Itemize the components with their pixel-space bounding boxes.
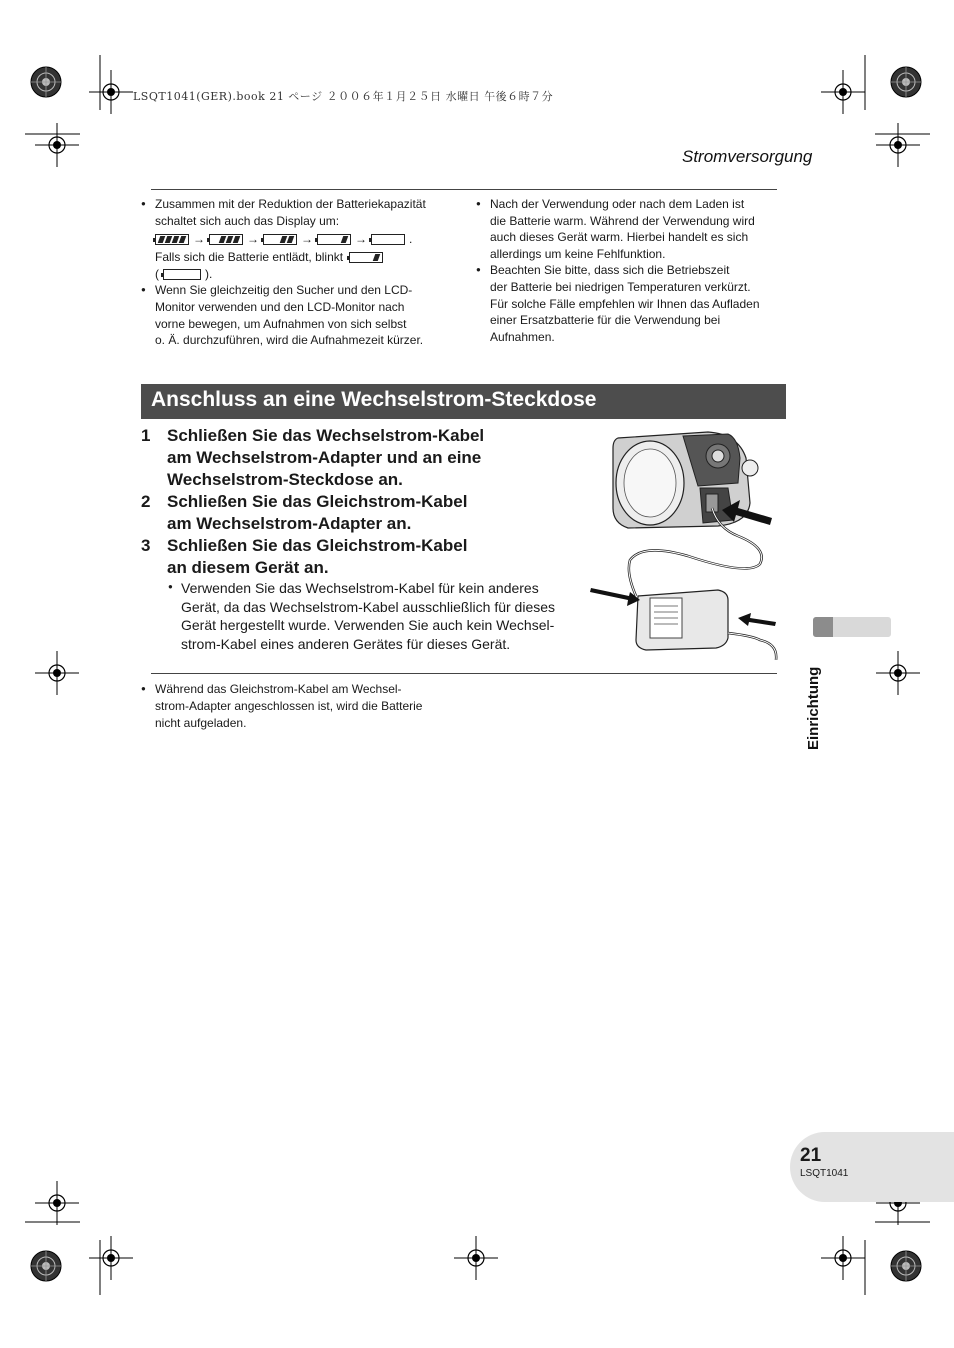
step-line: Wechselstrom-Steckdose an. [167, 470, 403, 489]
note-text: der Batterie bei niedrigen Temperaturen verkürzt. [490, 279, 751, 294]
chapter-tab [813, 617, 891, 637]
step-line: Schließen Sie das Gleichstrom-Kabel [167, 492, 468, 511]
section-heading-bar [141, 384, 786, 419]
note-text: strom-Kabel eines anderen Gerätes für dieses Gerät. [181, 636, 511, 653]
note-text: ● Nach der Verwendung oder nach dem Laden ist [490, 197, 745, 211]
chapter-tab-marker [813, 617, 833, 637]
note-text: Gerät, da das Wechselstrom-Kabel ausschließlich für dieses [181, 598, 556, 615]
sentence-end: . [409, 231, 413, 246]
camcorder-adapter-illustration [588, 428, 788, 660]
arrow-icon: → [247, 231, 259, 246]
step-text [167, 491, 527, 535]
bottom-note [141, 681, 475, 732]
notes-right [476, 196, 786, 345]
step-number: 1 [141, 426, 151, 445]
note-text: Falls sich die Batterie entlädt, blinkt [155, 250, 344, 265]
section-heading: Anschluss an eine Wechselstrom-Steckdose [151, 388, 597, 411]
note-text: ● Verwenden Sie das Wechselstrom-Kabel für kein anderes [181, 580, 539, 596]
note-text: Aufnahmen. [490, 329, 555, 344]
notes-left [141, 196, 461, 349]
battery-segment [233, 236, 241, 243]
step-line: Schließen Sie das Gleichstrom-Kabel [167, 536, 468, 555]
note-text: auch dieses Gerät warm. Hierbei handelt es sich [490, 230, 749, 245]
page-number-tab [790, 1132, 954, 1202]
section-title: Stromversorgung [682, 147, 813, 166]
note-text: ( [155, 266, 159, 281]
step-line: am Wechselstrom-Adapter und an eine [167, 448, 482, 467]
step-text [167, 535, 527, 579]
battery-segment [373, 254, 381, 261]
battery-segment [179, 236, 187, 243]
note-text: ). [205, 266, 213, 281]
note-text: Gerät hergestellt wurde. Verwenden Sie auch kein Wechsel- [181, 617, 555, 634]
step-number: 3 [141, 536, 151, 555]
note-text: nicht aufgeladen. [155, 716, 247, 730]
note-text: vorne bewegen, um Aufnahmen von sich selbst [155, 316, 407, 331]
battery-icon [371, 234, 405, 245]
top-rule [151, 189, 777, 190]
step-line: an diesem Gerät an. [167, 558, 329, 577]
note-line [155, 266, 461, 283]
battery-segment [287, 236, 295, 243]
note-low-temperature [476, 262, 786, 345]
note-text: einer Ersatzbatterie für die Verwendung bei [490, 313, 721, 328]
note-text: ● Wenn Sie gleichzeitig den Sucher und den LCD- [155, 283, 413, 298]
arrow-icon: → [193, 231, 205, 246]
page-code: LSQT1041 [800, 1168, 849, 1179]
note-text: allerdings um keine Fehlfunktion. [490, 246, 666, 261]
note-lcd-monitor [141, 282, 461, 348]
note-text: ● Beachten Sie bitte, dass sich die Betriebszeit [490, 263, 730, 278]
note-battery-warm [476, 196, 786, 262]
step-3-note [168, 579, 601, 654]
battery-icon [317, 234, 351, 245]
note-text: ● Zusammen mit der Reduktion der Batteriekapazität [155, 197, 426, 211]
note-battery-display [141, 196, 461, 282]
battery-icon [349, 252, 383, 263]
arrow-icon: → [355, 231, 367, 246]
step-line: Schließen Sie das Wechselstrom-Kabel [167, 426, 485, 445]
ac-adapter-image [636, 590, 728, 650]
note-text: ● Während das Gleichstrom-Kabel am Wechsel- [155, 682, 402, 696]
note-text: strom-Adapter angeschlossen ist, wird die Batterie [155, 699, 423, 713]
battery-segment [341, 236, 349, 243]
note-text: Monitor verwenden und den LCD-Monitor nach [155, 299, 405, 314]
note-text: o. Ä. durchzuführen, wird die Aufnahmezeit kürzer. [155, 333, 424, 348]
step-line: am Wechselstrom-Adapter an. [167, 514, 412, 533]
chapter-label: Einrichtung [805, 666, 822, 750]
file-info-line: LSQT1041(GER).book 21 ページ ２００６年１月２５日 水曜日 午後６時７分 [133, 90, 554, 103]
note-line [155, 249, 461, 266]
battery-icon [155, 234, 189, 245]
battery-icon [209, 234, 243, 245]
arrow-icon: → [301, 231, 313, 246]
bottom-rule [151, 673, 777, 674]
page-number: 21 [800, 1145, 822, 1166]
step-text [167, 425, 527, 491]
note-text: Für solche Fälle empfehlen wir Ihnen das Aufladen [490, 296, 760, 311]
note-text: die Batterie warm. Während der Verwendung wird [490, 213, 755, 228]
note-text: schaltet sich auch das Display um: [155, 213, 340, 228]
step-number: 2 [141, 492, 151, 511]
battery-icon [163, 269, 201, 280]
battery-sequence [155, 231, 461, 247]
battery-icon [263, 234, 297, 245]
